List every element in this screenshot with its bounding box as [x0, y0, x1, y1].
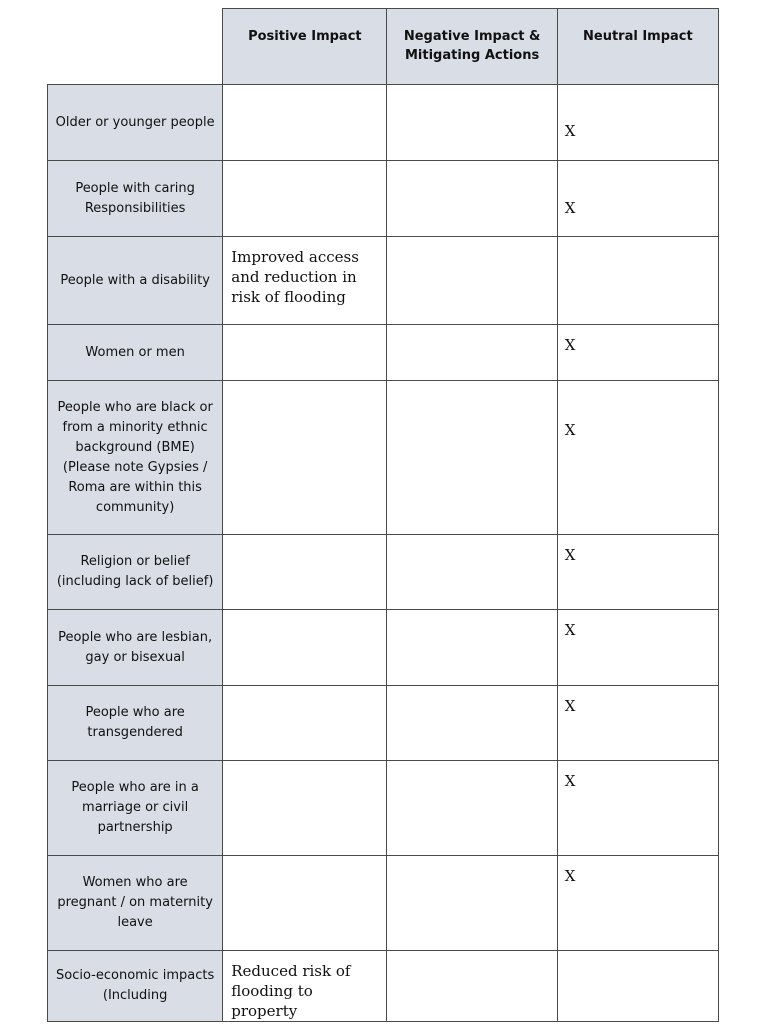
- row-label: Women or men: [48, 325, 223, 381]
- table-row: [48, 535, 719, 610]
- positive-text: [223, 535, 386, 546]
- neutral-mark: X: [564, 336, 576, 354]
- positive-text: [223, 761, 386, 772]
- positive-cell: [223, 761, 387, 856]
- neutral-cell: [557, 686, 718, 761]
- table-row: [48, 951, 719, 1022]
- table-row: [48, 325, 719, 381]
- neutral-mark: X: [564, 697, 576, 715]
- negative-cell: [387, 85, 557, 161]
- row-label: People who are transgendered: [48, 686, 223, 761]
- positive-text: [223, 325, 386, 336]
- row-label: People with caring Responsibilities: [48, 161, 223, 237]
- positive-text: [223, 686, 386, 697]
- positive-text: Improved access and reduction in risk of flooding: [231, 248, 359, 306]
- negative-cell: [387, 535, 557, 610]
- negative-text: [387, 237, 556, 248]
- neutral-cell: [557, 381, 718, 535]
- row-label: Religion or belief (including lack of belief): [48, 535, 223, 610]
- positive-cell: [223, 325, 387, 381]
- neutral-mark: X: [564, 421, 576, 439]
- negative-cell: [387, 610, 557, 686]
- negative-cell: [387, 951, 557, 1022]
- positive-text: [223, 381, 386, 392]
- table-row: [48, 686, 719, 761]
- neutral-cell: [557, 237, 718, 325]
- header-empty-cell: [48, 9, 223, 85]
- positive-cell: [223, 610, 387, 686]
- neutral-mark: X: [564, 772, 576, 790]
- negative-text: [387, 761, 556, 772]
- header-neutral-impact: Neutral Impact: [557, 9, 718, 85]
- positive-cell: [223, 686, 387, 761]
- negative-text: [387, 856, 556, 867]
- positive-text: [223, 161, 386, 172]
- neutral-cell: [557, 610, 718, 686]
- neutral-mark: [558, 237, 718, 247]
- negative-text: [387, 686, 556, 697]
- header-row: [48, 9, 719, 85]
- table-row: [48, 85, 719, 161]
- table-row: [48, 610, 719, 686]
- neutral-mark: X: [564, 867, 576, 885]
- equality-impact-table: [47, 8, 719, 1022]
- negative-cell: [387, 381, 557, 535]
- positive-cell: [223, 951, 387, 1022]
- negative-cell: [387, 856, 557, 951]
- row-label: Women who are pregnant / on maternity leave: [48, 856, 223, 951]
- neutral-mark: X: [564, 546, 576, 564]
- neutral-cell: [557, 761, 718, 856]
- negative-cell: [387, 761, 557, 856]
- row-label: People who are lesbian, gay or bisexual: [48, 610, 223, 686]
- table-row: [48, 381, 719, 535]
- positive-cell: [223, 856, 387, 951]
- table-row: [48, 761, 719, 856]
- negative-text: [387, 85, 556, 96]
- positive-text: [223, 610, 386, 621]
- negative-cell: [387, 325, 557, 381]
- neutral-cell: [557, 951, 718, 1022]
- negative-text: [387, 610, 556, 621]
- positive-cell: [223, 535, 387, 610]
- row-label: Older or younger people: [48, 85, 223, 161]
- row-label: People who are in a marriage or civil partnership: [48, 761, 223, 856]
- neutral-cell: [557, 535, 718, 610]
- negative-text: [387, 325, 556, 336]
- positive-text: Reduced risk of flooding to property: [231, 962, 351, 1020]
- neutral-cell: [557, 85, 718, 161]
- row-label: People with a disability: [48, 237, 223, 325]
- row-label: Socio-economic impacts (Including: [48, 951, 223, 1022]
- negative-cell: [387, 686, 557, 761]
- positive-cell: [223, 237, 387, 325]
- header-positive-impact: Positive Impact: [223, 9, 387, 85]
- table-row: [48, 161, 719, 237]
- negative-text: [387, 951, 556, 962]
- neutral-mark: X: [564, 122, 576, 140]
- positive-text: [223, 856, 386, 867]
- row-label: People who are black or from a minority ethnic background (BME) (Please note Gypsies / Roma are within this community): [48, 381, 223, 535]
- negative-cell: [387, 161, 557, 237]
- neutral-mark: [558, 951, 718, 961]
- positive-text: [223, 85, 386, 96]
- negative-text: [387, 161, 556, 172]
- neutral-mark: X: [564, 621, 576, 639]
- negative-text: [387, 381, 556, 392]
- neutral-mark: X: [564, 199, 576, 217]
- positive-cell: [223, 85, 387, 161]
- neutral-cell: [557, 161, 718, 237]
- neutral-cell: [557, 325, 718, 381]
- positive-cell: [223, 161, 387, 237]
- header-negative-impact: Negative Impact & Mitigating Actions: [387, 9, 557, 85]
- positive-cell: [223, 381, 387, 535]
- neutral-cell: [557, 856, 718, 951]
- table-row: [48, 237, 719, 325]
- table-row: [48, 856, 719, 951]
- negative-cell: [387, 237, 557, 325]
- negative-text: [387, 535, 556, 546]
